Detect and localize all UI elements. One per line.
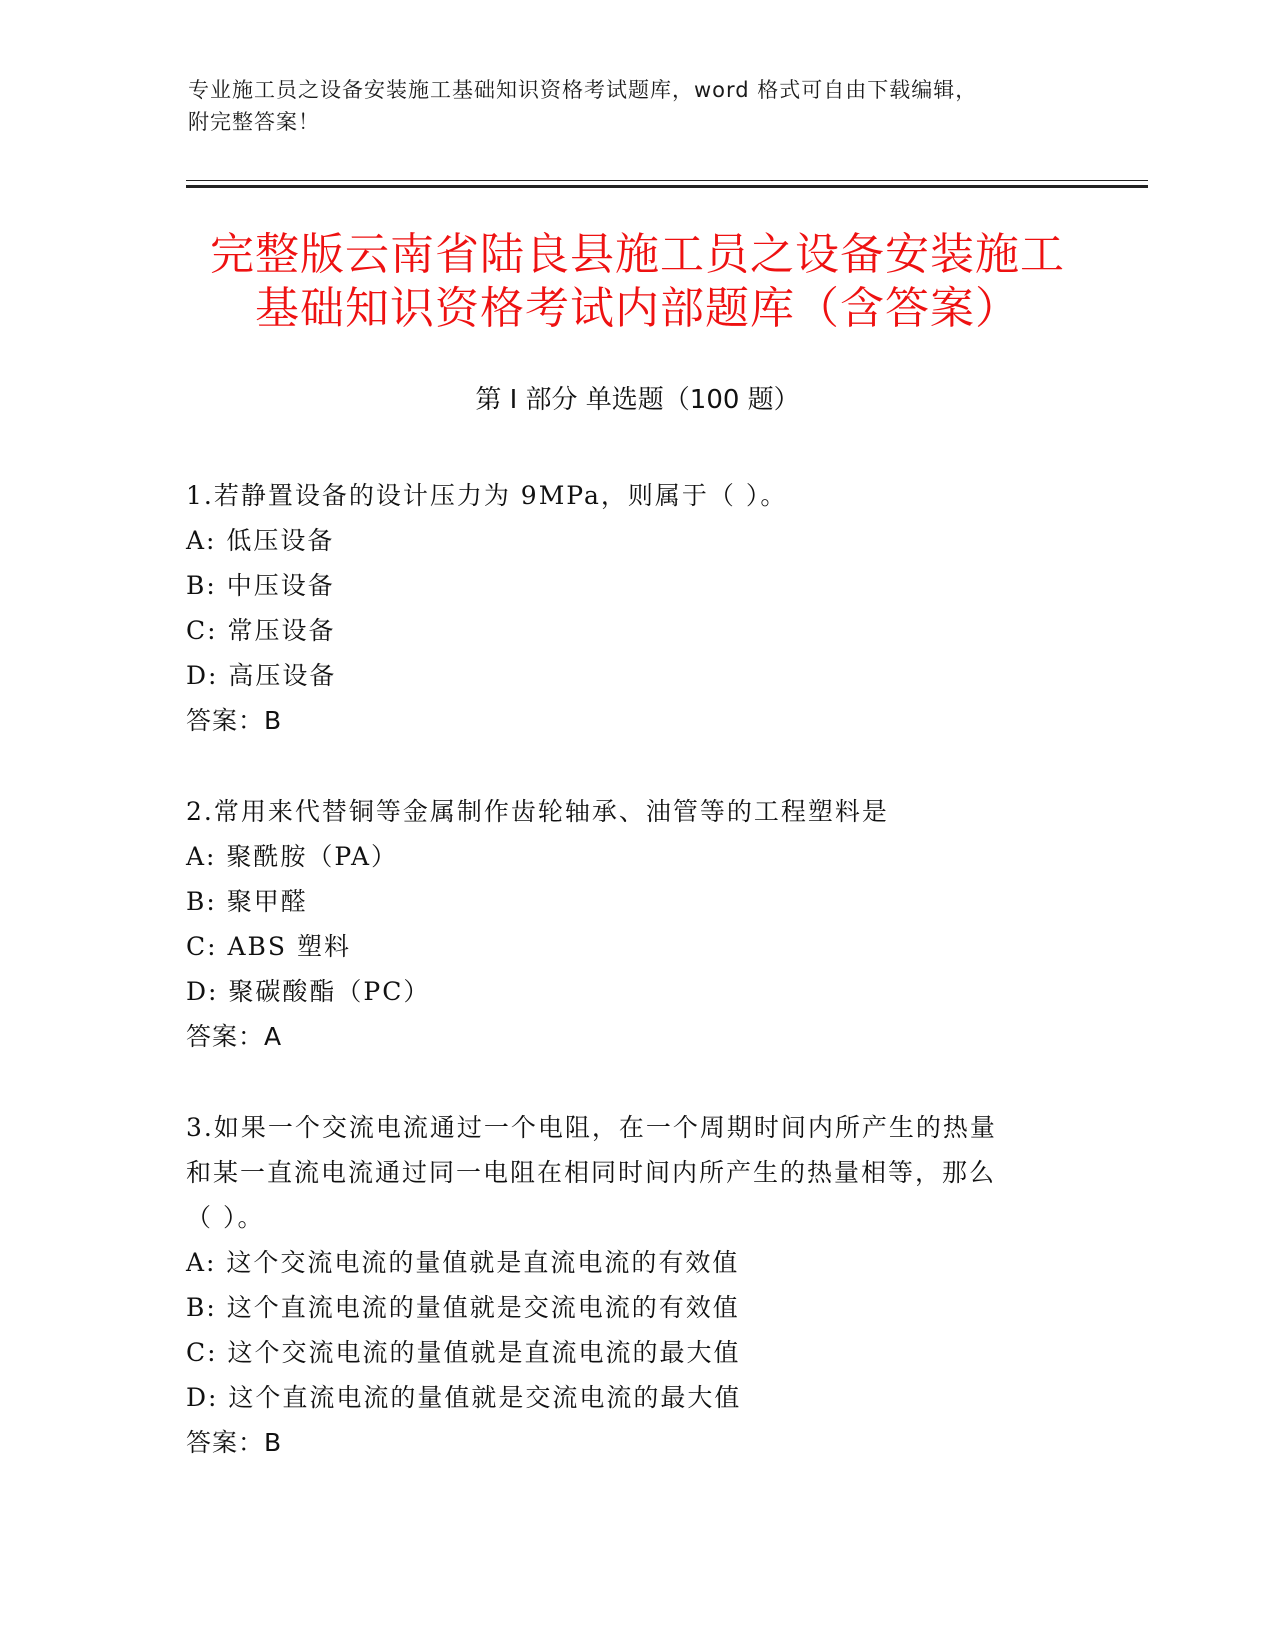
option-d: D: 聚碳酸酯（PC） — [186, 977, 431, 1006]
option-d: D: 高压设备 — [186, 661, 337, 690]
question-2 — [186, 789, 1086, 1059]
option-a: A: 低压设备 — [186, 526, 335, 555]
answer-line: 答案：B — [186, 1428, 283, 1457]
option-c: C: ABS 塑料 — [186, 932, 351, 961]
section-title: 第 I 部分 单选题（100 题） — [475, 385, 800, 415]
question-3 — [186, 1105, 1086, 1465]
question-1 — [186, 473, 1086, 743]
option-b: B: 这个直流电流的量值就是交流电流的有效值 — [186, 1293, 740, 1322]
option-b: B: 聚甲醛 — [186, 887, 308, 916]
option-c: C: 常压设备 — [186, 616, 336, 645]
question-stem-line-1: 3.如果一个交流电流通过一个电阻，在一个周期时间内所产生的热量 — [186, 1113, 997, 1142]
option-c: C: 这个交流电流的量值就是直流电流的最大值 — [186, 1338, 741, 1367]
header-note-line-2: 附完整答案！ — [188, 110, 320, 134]
document-title-line-1: 完整版云南省陆良县施工员之设备安装施工 — [210, 229, 1065, 280]
option-a: A: 这个交流电流的量值就是直流电流的有效值 — [186, 1248, 740, 1277]
answer-line: 答案：A — [186, 1022, 283, 1051]
question-list — [186, 473, 1086, 1511]
header-divider-thick — [186, 185, 1148, 188]
header-note — [188, 74, 1078, 138]
option-a: A: 聚酰胺（PA） — [186, 842, 399, 871]
document-title — [150, 228, 1125, 336]
header-note-line-1: 专业施工员之设备安装施工基础知识资格考试题库，word 格式可自由下载编辑， — [188, 78, 978, 102]
question-stem-line-3: （ ）。 — [186, 1203, 265, 1232]
header-divider-thin — [186, 180, 1148, 181]
question-stem: 2.常用来代替铜等金属制作齿轮轴承、油管等的工程塑料是 — [186, 797, 889, 826]
question-stem-line-2: 和某一直流电流通过同一电阻在相同时间内所产生的热量相等，那么 — [186, 1158, 997, 1187]
option-d: D: 这个直流电流的量值就是交流电流的最大值 — [186, 1383, 742, 1412]
document-title-line-2: 基础知识资格考试内部题库（含答案） — [255, 283, 1020, 334]
question-stem: 1.若静置设备的设计压力为 9MPa，则属于（ ）。 — [186, 481, 788, 510]
option-b: B: 中压设备 — [186, 571, 335, 600]
answer-line: 答案：B — [186, 706, 283, 735]
